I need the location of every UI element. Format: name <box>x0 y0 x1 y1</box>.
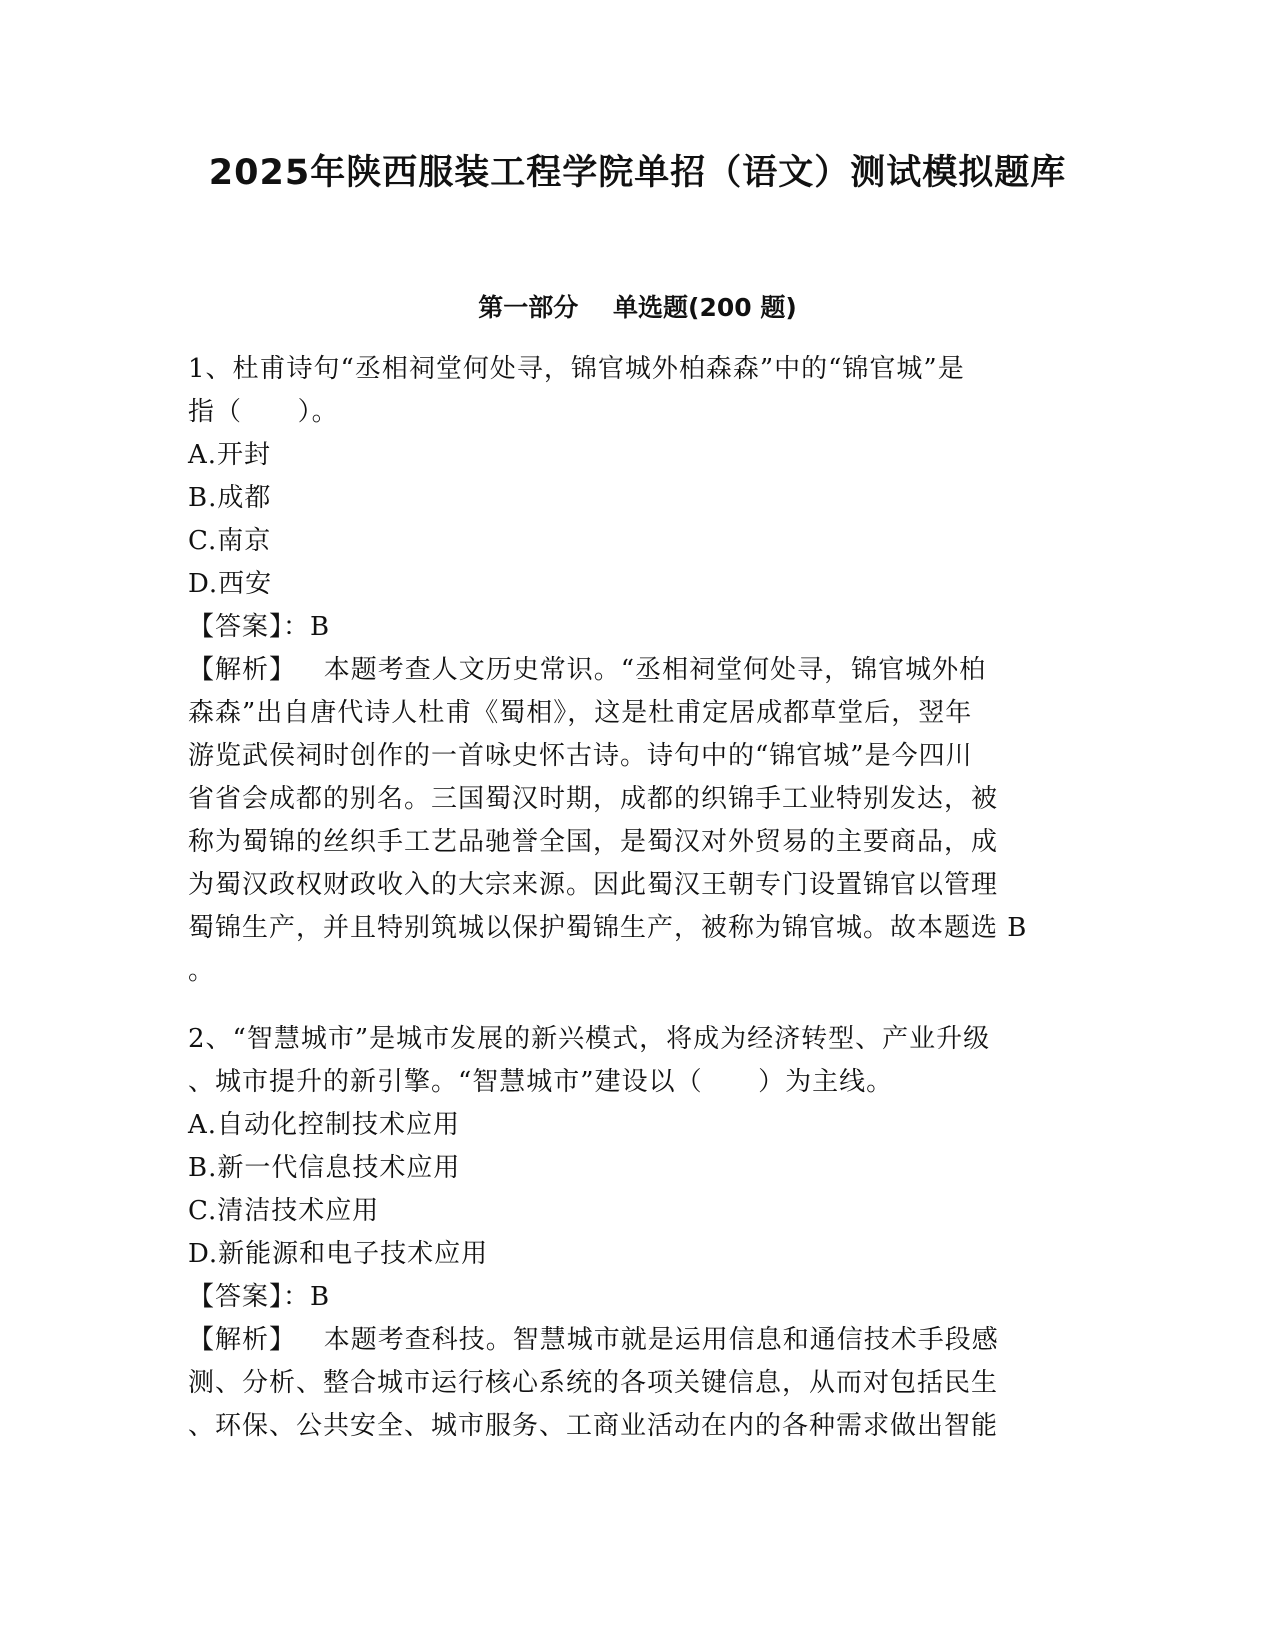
question-stem-line: 、城市提升的新引擎。“智慧城市”建设以（ ）为主线。 <box>188 1067 894 1097</box>
option-d: D.新能源和电子技术应用 <box>188 1239 489 1269</box>
option-b: B.成都 <box>188 483 272 513</box>
option-b: B.新一代信息技术应用 <box>188 1153 461 1183</box>
question-2 <box>188 1018 1080 1448</box>
question-stem-line: 2、“智慧城市”是城市发展的新兴模式，将成为经济转型、产业升级 <box>188 1024 991 1054</box>
analysis-line: 。 <box>188 956 216 986</box>
answer-line: 【答案】：B <box>188 1282 331 1312</box>
option-d: D.西安 <box>188 569 273 599</box>
analysis-line: 游览武侯祠时创作的一首咏史怀古诗。诗句中的“锦官城”是今四川 <box>188 741 973 771</box>
analysis-line: 【解析】 本题考查人文历史常识。“丞相祠堂何处寻，锦官城外柏 <box>188 655 987 685</box>
option-c: C.南京 <box>188 526 272 556</box>
analysis-line: 省省会成都的别名。三国蜀汉时期，成都的织锦手工业特别发达，被 <box>188 784 999 814</box>
option-a: A.开封 <box>188 440 272 470</box>
option-a: A.自动化控制技术应用 <box>188 1110 461 1140</box>
analysis-line: 森森”出自唐代诗人杜甫《蜀相》，这是杜甫定居成都草堂后，翌年 <box>188 698 973 728</box>
option-c: C.清洁技术应用 <box>188 1196 380 1226</box>
analysis-line: 蜀锦生产，并且特别筑城以保护蜀锦生产，被称为锦官城。故本题选 B <box>188 913 1028 943</box>
analysis-line: 【解析】 本题考查科技。智慧城市就是运用信息和通信技术手段感 <box>188 1325 999 1355</box>
question-1 <box>188 348 1080 993</box>
analysis-line: 称为蜀锦的丝织手工艺品驰誉全国，是蜀汉对外贸易的主要商品，成 <box>188 827 999 857</box>
section-title: 第一部分 单选题(200 题) <box>478 293 797 322</box>
question-stem-line: 指（ ）。 <box>188 397 339 427</box>
analysis-line: 为蜀汉政权财政收入的大宗来源。因此蜀汉王朝专门设置锦官以管理 <box>188 870 999 900</box>
analysis-line: 、环保、公共安全、城市服务、工商业活动在内的各种需求做出智能 <box>188 1411 999 1441</box>
analysis-line: 测、分析、整合城市运行核心系统的各项关键信息，从而对包括民生 <box>188 1368 999 1398</box>
answer-line: 【答案】：B <box>188 612 331 642</box>
document-title: 2025年陕西服装工程学院单招（语文）测试模拟题库 <box>208 153 1067 193</box>
question-stem-line: 1、杜甫诗句“丞相祠堂何处寻，锦官城外柏森森”中的“锦官城”是 <box>188 354 965 384</box>
questions-list <box>188 348 1080 1448</box>
